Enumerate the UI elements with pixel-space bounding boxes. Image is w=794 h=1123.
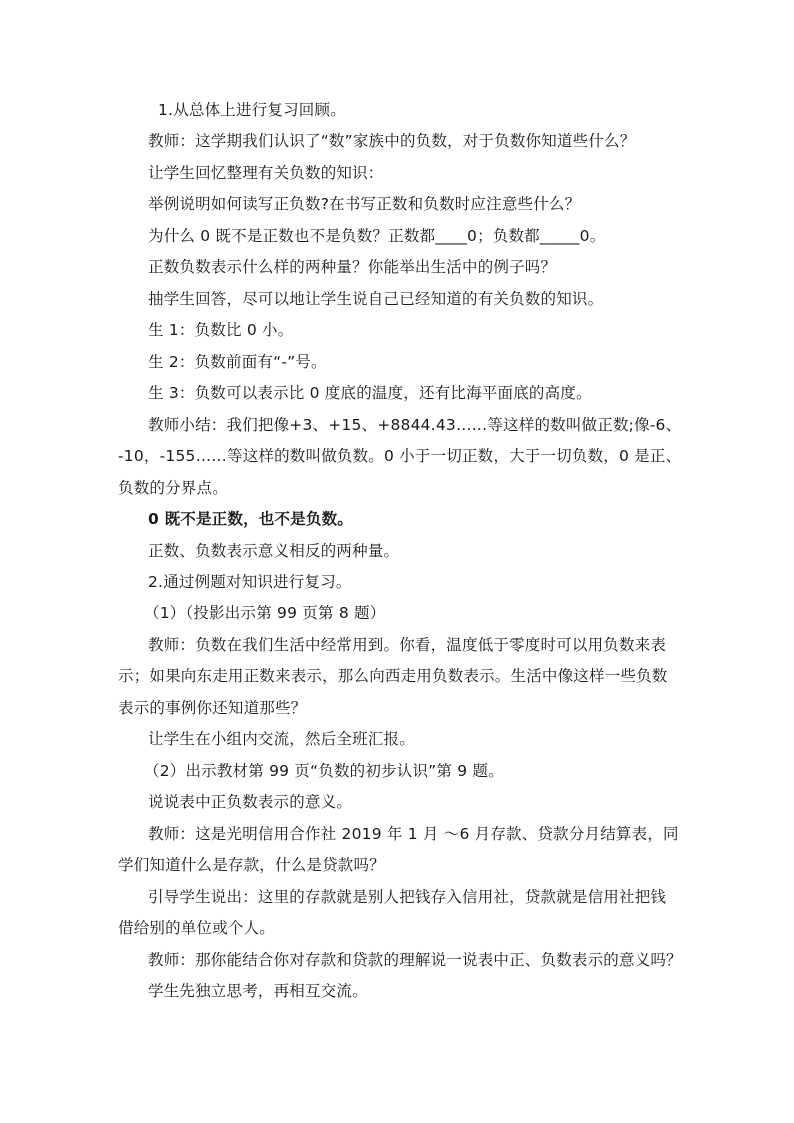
paragraph-credit-table-line-1: 教师：这是光明信用合作社 2019 年 1 月 ～6 月存款、贷款分月结算表，同 (148, 825, 679, 843)
paragraph-student-1: 生 1：负数比 0 小。 (148, 321, 294, 339)
paragraph-read-write: 举例说明如何读写正负数?在书写正数和负数时应注意些什么？ (148, 195, 581, 213)
paragraph-student-2: 生 2：负数前面有“-”号。 (148, 353, 327, 371)
paragraph-zero-question: 为什么 0 既不是正数也不是负数？正数都____0；负数都_____0。 (148, 227, 606, 245)
bold-zero-statement: 0 既不是正数，也不是负数。 (148, 510, 353, 528)
paragraph-table-meaning: 说说表中正负数表示的意义。 (148, 793, 353, 811)
heading-example-review: 2.通过例题对知识进行复习。 (148, 573, 352, 591)
paragraph-guide-line-2: 借给别的单位或个人。 (118, 919, 276, 937)
paragraph-summary-line-1: 教师小结：我们把像+3、+15、+8844.43……等这样的数叫做正数;像-6、 (148, 416, 682, 434)
paragraph-credit-table-line-2: 学们知道什么是存款，什么是贷款吗？ (118, 856, 385, 874)
paragraph-teacher-example-line-1: 教师：负数在我们生活中经常用到。你看，温度低于零度时可以用负数来表 (148, 636, 667, 654)
paragraph-example-2: （2）出示教材第 99 页“负数的初步认识”第 9 题。 (144, 762, 504, 780)
paragraph-student-answer: 抽学生回答，尽可以地让学生说自己已经知道的有关负数的知识。 (148, 290, 604, 308)
paragraph-opposite-meaning: 正数、负数表示意义相反的两种量。 (148, 542, 400, 560)
paragraph-teacher-question: 教师：这学期我们认识了“数”家族中的负数，对于负数你知道些什么？ (148, 132, 636, 150)
paragraph-summary-line-3: 负数的分界点。 (118, 479, 228, 497)
paragraph-group-discussion: 让学生在小组内交流，然后全班汇报。 (148, 730, 415, 748)
paragraph-guide-line-1: 引导学生说出：这里的存款就是别人把钱存入信用社，贷款就是信用社把钱 (148, 888, 667, 906)
paragraph-student-recall: 让学生回忆整理有关负数的知识： (148, 164, 384, 182)
paragraph-two-quantities: 正数负数表示什么样的两种量？你能举出生活中的例子吗？ (148, 258, 557, 276)
paragraph-student-3: 生 3：负数可以表示比 0 度底的温度，还有比海平面底的高度。 (148, 384, 592, 402)
heading-review-overview: 1.从总体上进行复习回顾。 (158, 101, 346, 119)
paragraph-independent-thinking: 学生先独立思考，再相互交流。 (148, 982, 368, 1000)
paragraph-teacher-meaning: 教师：那你能结合你对存款和贷款的理解说一说表中正、负数表示的意义吗？ (148, 951, 682, 969)
paragraph-teacher-example-line-3: 表示的事例你还知道那些？ (118, 699, 307, 717)
paragraph-summary-line-2: -10，-155……等这样的数叫做负数。0 小于一切正数，大于一切负数，0 是正、 (118, 447, 682, 465)
paragraph-example-1: （1）（投影出示第 99 页第 8 题） (144, 604, 386, 622)
paragraph-teacher-example-line-2: 示；如果向东走用正数来表示，那么向西走用负数表示。生活中像这样一些负数 (118, 667, 668, 685)
